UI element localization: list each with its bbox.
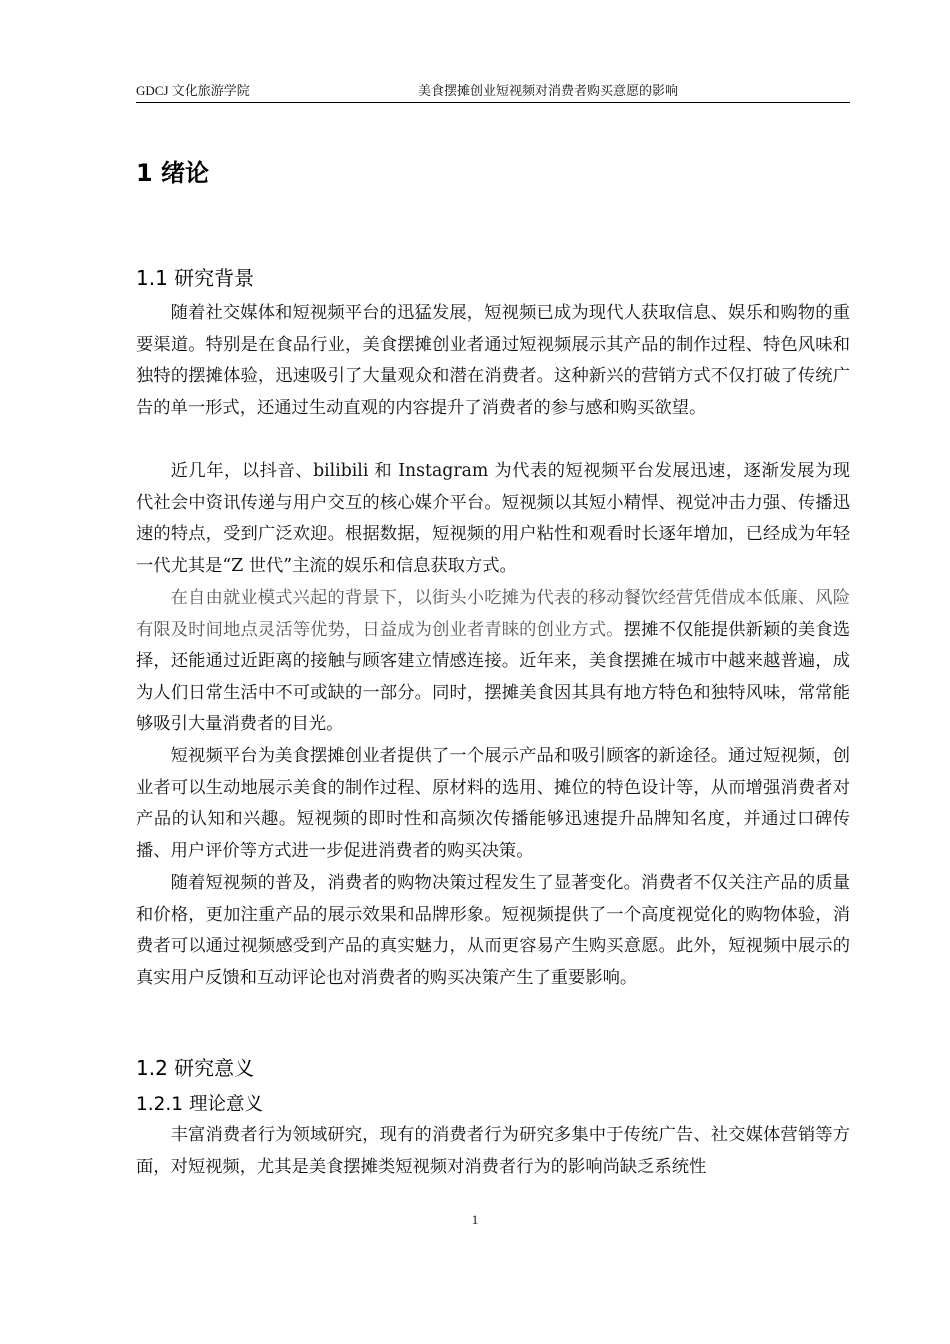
- section-title-1-1: 1.1 研究背景: [136, 266, 255, 290]
- section-title-1-2: 1.2 研究意义: [136, 1056, 255, 1080]
- header-institution: GDCJ 文化旅游学院: [136, 83, 250, 98]
- paragraph-3: [136, 583, 850, 741]
- page-number: 1: [471, 1212, 479, 1227]
- paragraph-4: 短视频平台为美食摆摊创业者提供了一个展示产品和吸引顾客的新途径。通过短视频，创业者可以生动地展示美食的制作过程、原材料的选用、摊位的特色设计等，从而增强消费者对产品的认知和兴趣。短视频的即时性和高频次传播能够迅速提升品牌知名度，并通过口碑传播、用户评价等方式进一步促进消费者的购买决策。: [136, 746, 850, 861]
- paragraph-3-rest: 摆摊不仅能提供新颖的美食选择，还能通过近距离的接触与顾客建立情感连接。近年来，美食摆摊在城市中越来越普遍，成为人们日常生活中不可或缺的一部分。同时，摆摊美食因其具有地方特色和独特风味，常常能够吸引大量消费者的目光。: [136, 619, 850, 735]
- chapter-title: 1 绪论: [136, 159, 210, 187]
- paragraph-6: 丰富消费者行为领域研究，现有的消费者行为研究多集中于传统广告、社交媒体营销等方面，对短视频，尤其是美食摆摊类短视频对消费者行为的影响尚缺乏系统性: [136, 1125, 850, 1177]
- subsection-title-1-2-1: 1.2.1 理论意义: [136, 1094, 263, 1115]
- page-header: [136, 78, 850, 103]
- paragraph-5: 随着短视频的普及，消费者的购物决策过程发生了显著变化。消费者不仅关注产品的质量和价格，更加注重产品的展示效果和品牌形象。短视频提供了一个高度视觉化的购物体验，消费者可以通过视频感受到产品的真实魅力，从而更容易产生购买意愿。此外，短视频中展示的真实用户反馈和互动评论也对消费者的购买决策产生了重要影响。: [136, 873, 850, 988]
- paragraph-2: 近几年，以抖音、bilibili 和 Instagram 为代表的短视频平台发展迅速，逐渐发展为现代社会中资讯传递与用户交互的核心媒介平台。短视频以其短小精悍、视觉冲击力强、传播迅速的特点，受到广泛欢迎。根据数据，短视频的用户粘性和观看时长逐年增加，已经成为年轻一代尤其是“Z 世代”主流的娱乐和信息获取方式。: [136, 461, 850, 576]
- header-thesis-title: 美食摆摊创业短视频对消费者购买意愿的影响: [418, 84, 679, 99]
- paragraph-1: 随着社交媒体和短视频平台的迅猛发展，短视频已成为现代人获取信息、娱乐和购物的重要渠道。特别是在食品行业，美食摆摊创业者通过短视频展示其产品的制作过程、特色风味和独特的摆摊体验，迅速吸引了大量观众和潜在消费者。这种新兴的营销方式不仅打破了传统广告的单一形式，还通过生动直观的内容提升了消费者的参与感和购买欲望。: [136, 303, 850, 418]
- paragraph-3-lead: 在自由就业模式兴起的背景下，以街头小吃摊为代表的移动餐饮经营凭借成本低廉、风险有限及时间地点灵活等优势，日益成为创业者青睐的创业方式。: [136, 588, 850, 640]
